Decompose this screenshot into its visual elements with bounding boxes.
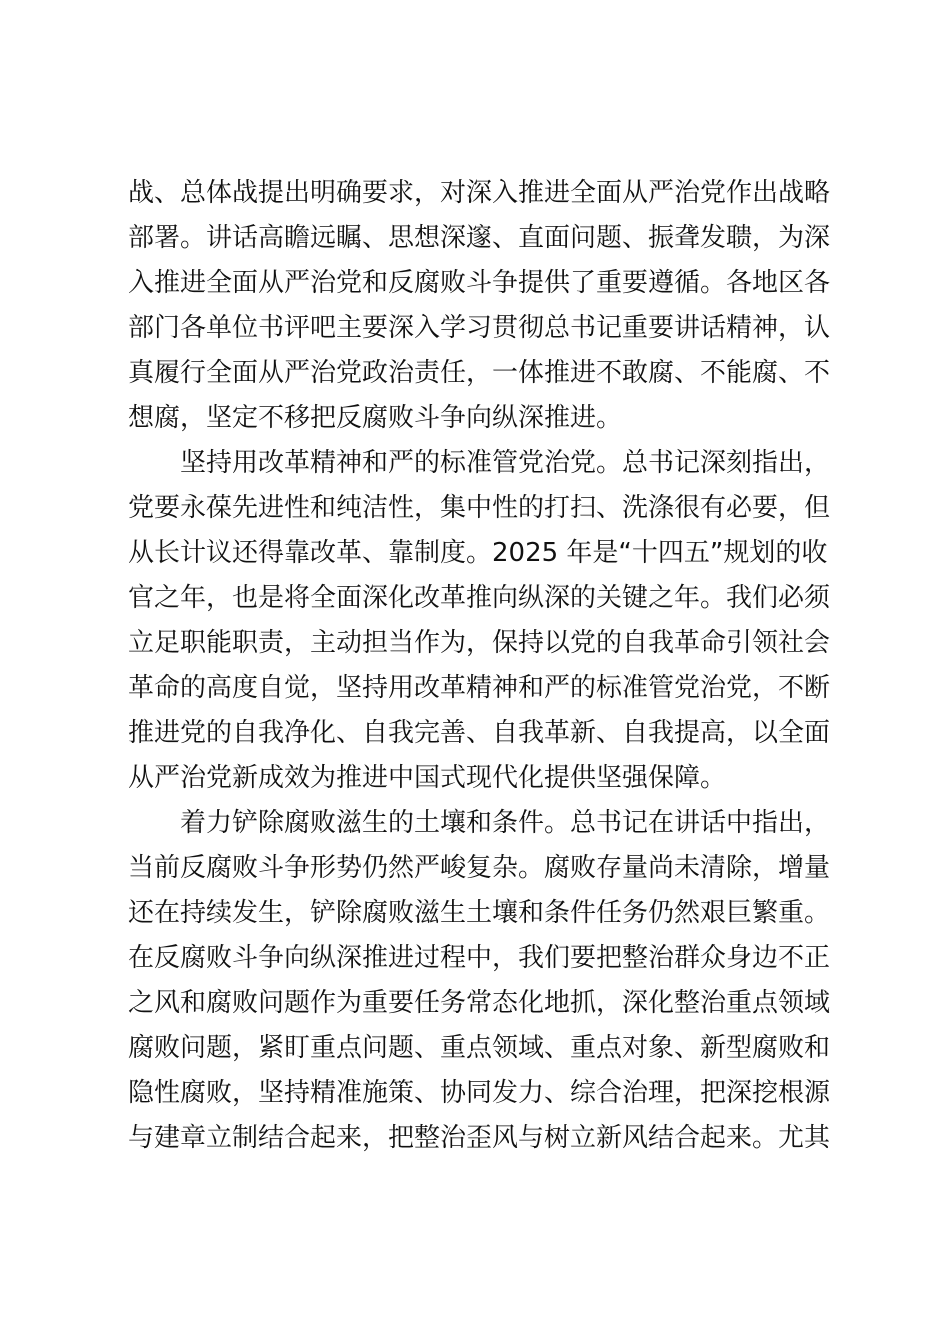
text-line: 坚持用改革精神和严的标准管党治党。总书记深刻指出， <box>180 448 831 478</box>
text-line: 着力铲除腐败滋生的土壤和条件。总书记在讲话中指出， <box>180 808 831 838</box>
text-line: 部门各单位书评吧主要深入学习贯彻总书记重要讲话精神，认 <box>128 313 831 343</box>
text-line: 入推进全面从严治党和反腐败斗争提供了重要遵循。各地区各 <box>128 268 831 298</box>
text-line: 之风和腐败问题作为重要任务常态化地抓，深化整治重点领域 <box>128 988 831 1018</box>
paragraph-3 <box>128 801 831 1161</box>
document-body <box>128 171 831 1161</box>
text-line: 腐败问题，紧盯重点问题、重点领域、重点对象、新型腐败和 <box>128 1033 831 1063</box>
text-line: 推进党的自我净化、自我完善、自我革新、自我提高，以全面 <box>128 718 831 748</box>
text-line: 从严治党新成效为推进中国式现代化提供坚强保障。 <box>128 763 727 793</box>
text-line: 与建章立制结合起来，把整治歪风与树立新风结合起来。尤其 <box>128 1123 831 1153</box>
text-line: 立足职能职责，主动担当作为，保持以党的自我革命引领社会 <box>128 628 831 658</box>
paragraph-1 <box>128 171 831 441</box>
text-line: 还在持续发生，铲除腐败滋生土壤和条件任务仍然艰巨繁重。 <box>128 898 831 928</box>
text-line: 在反腐败斗争向纵深推进过程中，我们要把整治群众身边不正 <box>128 943 831 973</box>
text-line: 革命的高度自觉，坚持用改革精神和严的标准管党治党，不断 <box>128 673 831 703</box>
text-line: 真履行全面从严治党政治责任，一体推进不敢腐、不能腐、不 <box>128 358 831 388</box>
text-line: 当前反腐败斗争形势仍然严峻复杂。腐败存量尚未清除，增量 <box>128 853 831 883</box>
text-line: 想腐，坚定不移把反腐败斗争向纵深推进。 <box>128 403 623 433</box>
text-line: 战、总体战提出明确要求，对深入推进全面从严治党作出战略 <box>128 178 831 208</box>
text-line: 部署。讲话高瞻远瞩、思想深邃、直面问题、振聋发聩，为深 <box>128 223 831 253</box>
text-line: 隐性腐败，坚持精准施策、协同发力、综合治理，把深挖根源 <box>128 1078 831 1108</box>
paragraph-2 <box>128 441 831 801</box>
text-line: 从长计议还得靠改革、靠制度。2025 年是“十四五”规划的收 <box>128 538 828 568</box>
text-line: 党要永葆先进性和纯洁性，集中性的打扫、洗涤很有必要，但 <box>128 493 831 523</box>
text-line: 官之年，也是将全面深化改革推向纵深的关键之年。我们必须 <box>128 583 831 613</box>
